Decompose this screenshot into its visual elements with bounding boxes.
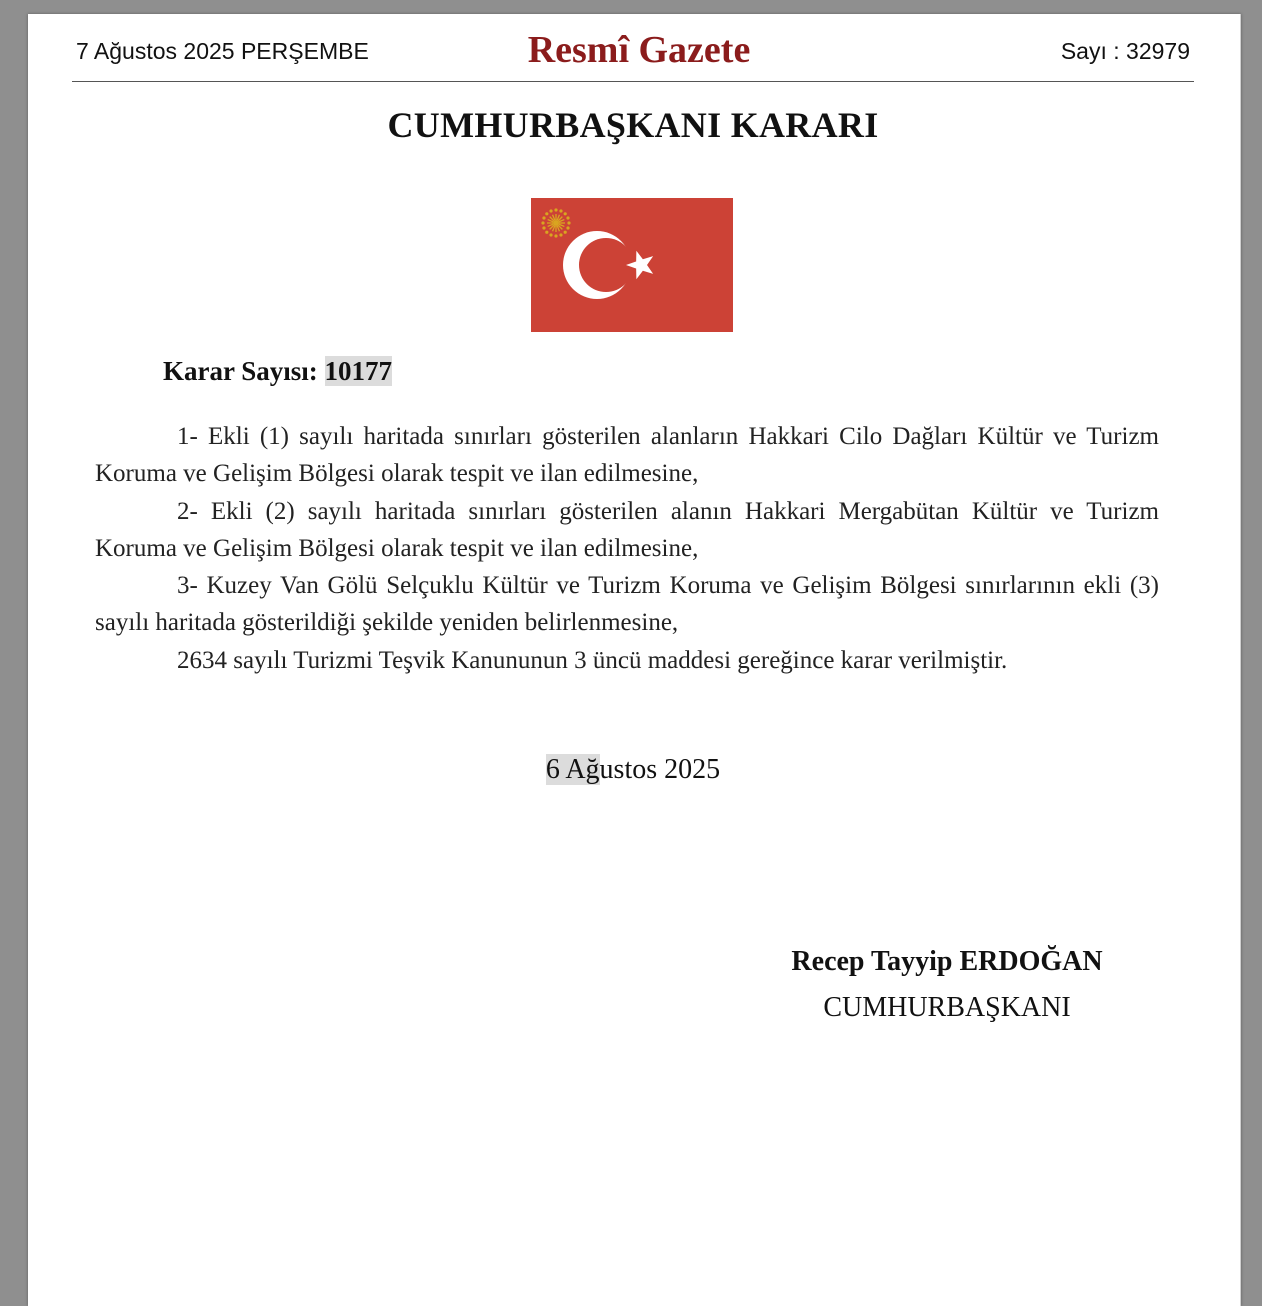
gazette-page (28, 14, 1241, 1306)
sun-ray (549, 233, 552, 236)
decision-date-highlight: 6 Ağ (545, 754, 600, 785)
decision-paragraph-1: 1- Ekli (1) sayılı haritada sınırları gösterilen alanların Hakkari Cilo Dağları Kültür ve Turizm Koruma ve Gelişim Bölgesi olarak tespit ve ilan edilmesine, (95, 423, 1159, 488)
sun-ray (545, 231, 548, 234)
decision-number-value: 10177 (324, 356, 392, 386)
sun-ray (542, 226, 545, 229)
sun-ray (566, 226, 569, 229)
sun-ray (559, 233, 562, 236)
document-title: CUMHURBAŞKANI KARARI (387, 105, 879, 145)
sun-ray (566, 216, 569, 219)
sun-ray (559, 209, 562, 212)
sun-ray (554, 208, 557, 211)
sun-ray (542, 216, 545, 219)
presidential-flag-icon (531, 198, 733, 332)
decision-paragraph-3: 3- Kuzey Van Gölü Selçuklu Kültür ve Turizm Koruma ve Gelişim Bölgesi sınırlarının ekli (3) sayılı haritada gösterildiği şekilde yeniden belirlenmesine, (95, 572, 1159, 637)
sun-ray (549, 209, 552, 212)
header-date: 7 Ağustos 2025 PERŞEMBE (76, 38, 369, 64)
crescent-inner (579, 238, 633, 292)
decision-paragraph-2: 2- Ekli (2) sayılı haritada sınırları gösterilen alanın Hakkari Mergabütan Kültür ve Turizm Koruma ve Gelişim Bölgesi olarak tespit ve ilan edilmesine, (95, 497, 1159, 562)
decision-body (95, 418, 1159, 679)
decision-number-label: Karar Sayısı: (163, 356, 318, 386)
decision-date (28, 754, 1238, 786)
decision-date-rest: ustos 2025 (599, 754, 721, 785)
sun-ray (541, 221, 544, 224)
sun-ray (564, 231, 567, 234)
decision-number (163, 356, 392, 387)
sun-ray (567, 221, 570, 224)
sun-core (553, 220, 559, 226)
decision-paragraph-4: 2634 sayılı Turizmi Teşvik Kanununun 3 üncü maddesi gereğince karar verilmiştir. (177, 646, 1008, 674)
signer-title: CUMHURBAŞKANI (823, 992, 1071, 1023)
sun-ray (545, 212, 548, 215)
header-divider (72, 81, 1194, 82)
signer-name: Recep Tayyip ERDOĞAN (791, 946, 1103, 977)
gazette-masthead: Resmî Gazete (527, 29, 751, 71)
sun-ray (554, 234, 557, 237)
sun-ray (564, 212, 567, 215)
issue-number: Sayı : 32979 (1060, 38, 1190, 64)
